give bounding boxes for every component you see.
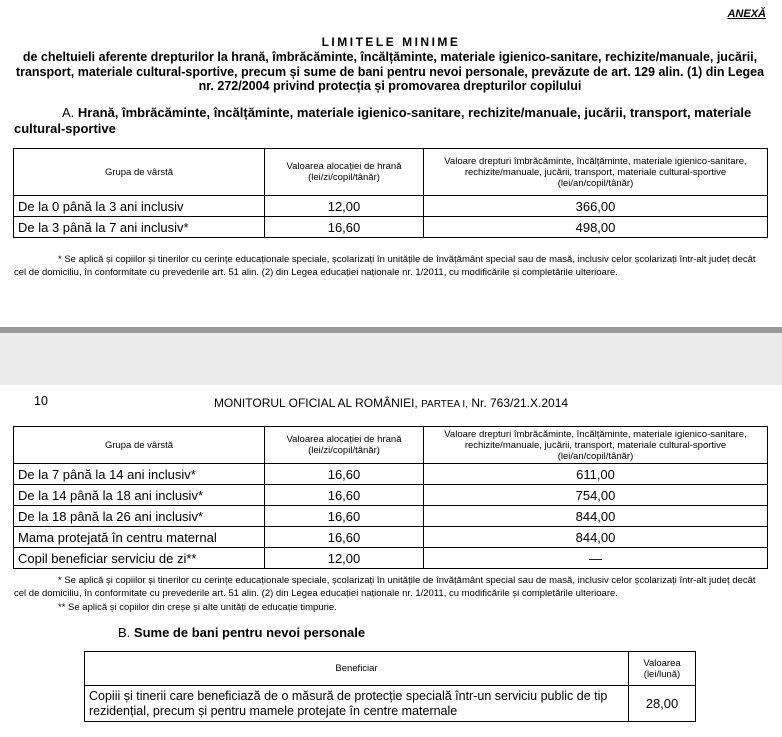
- cell-other-value: 498,00: [424, 217, 768, 238]
- footnote-2: * Se aplică și copiilor și tinerilor cu cerințe educaționale speciale, școlarizați în unitățile de învățământ special sau de masă, inclusiv celor școlarizați într-alt județ decât cel de domiciliu, în conformitate cu prevederile art. 51 alin. (2) din Legea educației naționale nr. 1/2011, cu modificările și completările ulterioare.: [14, 575, 756, 599]
- cell-food-value: 16,60: [265, 464, 424, 485]
- table-row: [14, 464, 768, 485]
- document-title: LIMITELE MINIME: [321, 35, 461, 49]
- footnote-1: * Se aplică și copiilor și tinerilor cu cerințe educaționale speciale, școlarizați în unitățile de învățământ special sau de masă, inclusiv celor școlarizați într-alt județ decât cel de domiciliu, în conformitate cu prevederile art. 51 alin. (2) din Legea educației naționale nr. 1/2011, cu modificările și completările ulterioare.: [14, 254, 756, 278]
- cell-other-value: 844,00: [424, 527, 768, 548]
- cell-other-value: 611,00: [424, 464, 768, 485]
- table-personal-needs: [84, 651, 696, 722]
- cell-age-group: De la 14 până la 18 ani inclusiv*: [14, 485, 265, 506]
- cell-age-group: De la 7 până la 14 ani inclusiv*: [14, 464, 265, 485]
- table-row: [14, 506, 768, 527]
- cell-age-group: Copil beneficiar serviciu de zi**: [14, 548, 265, 569]
- cell-food-value: 16,60: [265, 506, 424, 527]
- header-other-rights: Valoare drepturi îmbrăcăminte, încălțăminte, materiale igienico-sanitare, rechizite/manuale, jucării, transport, materiale cultural-sportive (lei/an/copil/tânăr): [424, 149, 768, 196]
- table-row: [14, 485, 768, 506]
- section-a-prefix: A.: [62, 105, 75, 120]
- section-a-heading: [14, 105, 766, 137]
- cell-beneficiary: Copiii și tinerii care beneficiază de o măsură de protecție specială într-un serviciu public de tip rezidențial, precum și pentru mamele protejate în centre maternale: [85, 686, 629, 722]
- monitor-header: [0, 396, 782, 410]
- cell-other-value: 366,00: [424, 196, 768, 217]
- cell-food-value: 16,60: [265, 217, 424, 238]
- monitor-issue: Nr. 763/21.X.2014: [471, 396, 569, 410]
- table-row: [85, 686, 696, 722]
- section-b-heading: [118, 625, 365, 640]
- cell-age-group: Mama protejată în centru maternal: [14, 527, 265, 548]
- cell-age-group: De la 3 până la 7 ani inclusiv*: [14, 217, 265, 238]
- document-subtitle: de cheltuieli aferente drepturilor la hrană, îmbrăcăminte, încălțăminte, materiale igienico-sanitare, rechizite/manuale, jucării, transport, materiale cultural-sportive, precum și sume de bani pentru nevoi personale, prevăzute de art. 129 alin. (1) din Legea nr. 272/2004 privind protecția și promovarea drepturilor copilului: [15, 50, 765, 93]
- table-row: [14, 548, 768, 569]
- header-beneficiary: Beneficiar: [85, 652, 629, 686]
- table-row: [14, 527, 768, 548]
- cell-other-value: 844,00: [424, 506, 768, 527]
- table-row: [14, 217, 768, 238]
- page-number: 10: [34, 394, 48, 408]
- section-b-title: Sume de bani pentru nevoi personale: [133, 625, 366, 640]
- cell-value: 28,00: [629, 686, 696, 722]
- header-age-group: Grupa de vârstă: [14, 427, 265, 464]
- page-break: [0, 327, 782, 385]
- monitor-part: PARTEA I,: [421, 399, 468, 410]
- cell-food-value: 12,00: [265, 548, 424, 569]
- table-row: [14, 196, 768, 217]
- table-header-row: [14, 149, 768, 196]
- cell-age-group: De la 0 până la 3 ani inclusiv: [14, 196, 265, 217]
- cell-food-value: 16,60: [265, 527, 424, 548]
- header-value: Valoarea (lei/lună): [629, 652, 696, 686]
- footnote-3: ** Se aplică și copiilor din creșe și alte unități de educație timpurie.: [58, 602, 337, 613]
- header-other-rights: Valoare drepturi îmbrăcăminte, încălțăminte, materiale igienico-sanitare, rechizite/manuale, jucării, transport, materiale cultural-sportive (lei/an/copil/tânăr): [424, 427, 768, 464]
- table-header-row: [85, 652, 696, 686]
- cell-other-value: —: [424, 548, 768, 569]
- cell-food-value: 12,00: [265, 196, 424, 217]
- table-header-row: [14, 427, 768, 464]
- cell-age-group: De la 18 până la 26 ani inclusiv*: [14, 506, 265, 527]
- table-food-allowance-1: [13, 148, 768, 238]
- monitor-title: MONITORUL OFICIAL AL ROMÂNIEI,: [213, 396, 418, 410]
- header-food-value: Valoarea alocației de hrană (lei/zi/copil/tânăr): [265, 427, 424, 464]
- header-age-group: Grupa de vârstă: [14, 149, 265, 196]
- cell-food-value: 16,60: [265, 485, 424, 506]
- section-a-title: Hrană, îmbrăcăminte, încălțăminte, materiale igienico-sanitare, rechizite/manuale, jucării, transport, materiale cultural-sportive: [14, 105, 752, 136]
- section-b-prefix: B.: [118, 625, 131, 640]
- header-food-value: Valoarea alocației de hrană (lei/zi/copil/tânăr): [265, 149, 424, 196]
- annex-label: ANEXĂ: [727, 8, 766, 20]
- cell-other-value: 754,00: [424, 485, 768, 506]
- table-food-allowance-2: [13, 426, 768, 569]
